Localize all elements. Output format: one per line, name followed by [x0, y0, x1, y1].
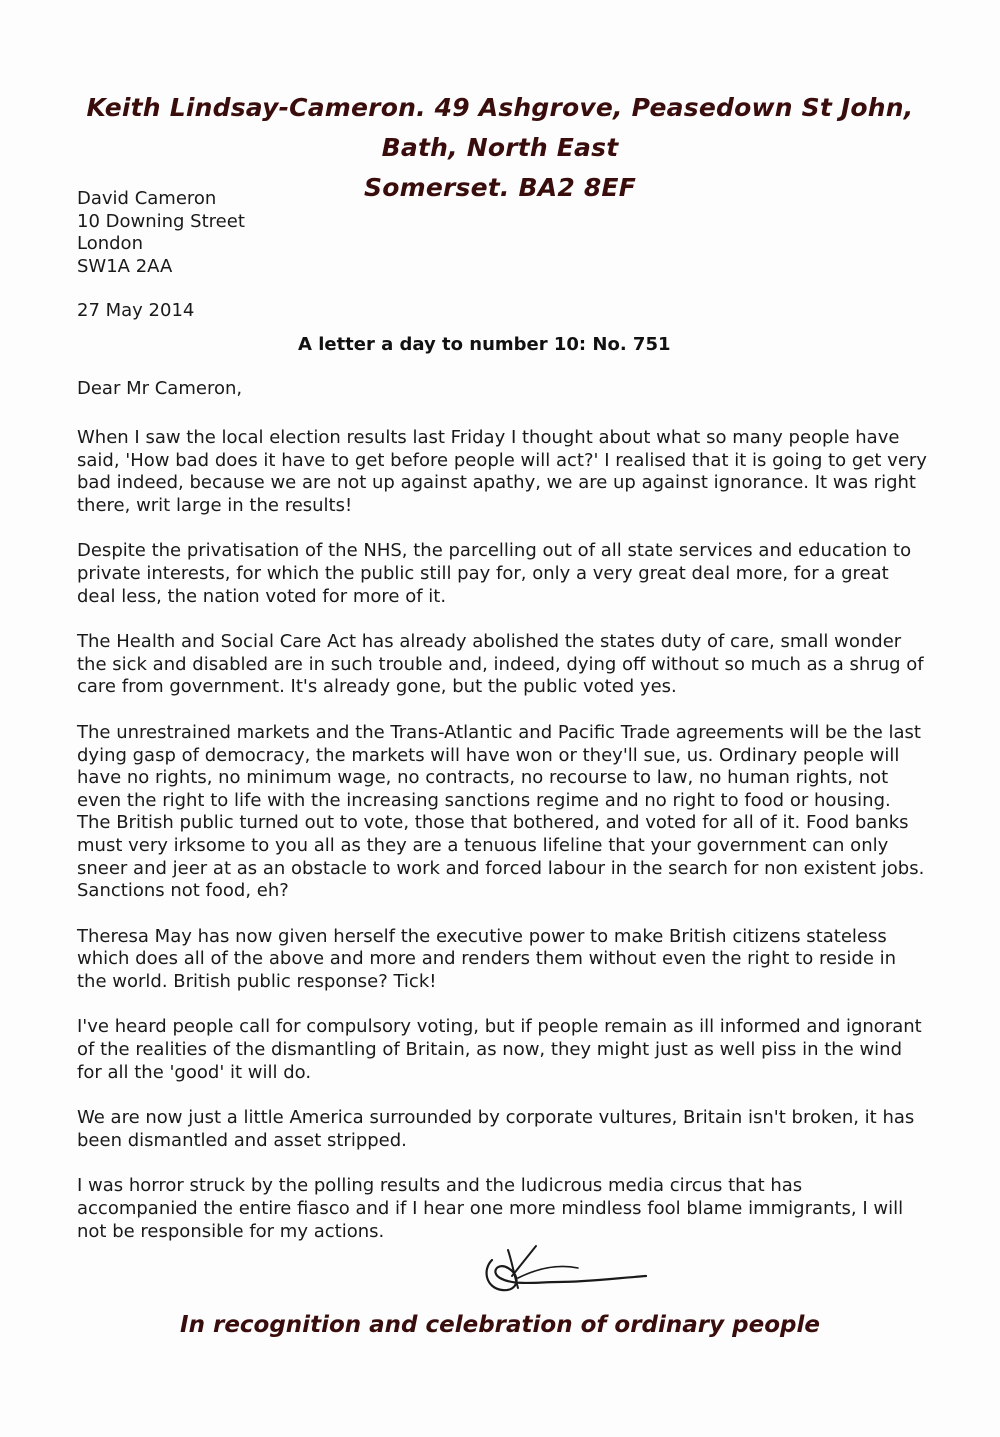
recipient-city: London [77, 233, 143, 255]
paragraph: Despite the privatisation of the NHS, the parcelling out of all state services and education to private interests, for which the public still pay for, only a very great deal more, for a great deal less, the nation voted for more of it. [77, 540, 912, 607]
letter-date: 27 May 2014 [77, 300, 195, 322]
paragraph: The unrestrained markets and the Trans-Atlantic and Pacific Trade agreements will be the last dying gasp of democracy, the markets will have won or they'll sue, us. Ordinary people will have no rights, no minimum wage, no contracts, no recourse to law, no human rights, not even the right to life with the increasing sanctions regime and no right to food or housing. The British public turned out to vote, those that bothered, and voted for all of it. Food banks must very irksome to you all as they are a tenuous lifeline that your government can only sneer and jeer at as an obstacle to work and forced labour in the search for non existent jobs. Sanctions not food, eh? [77, 721, 925, 902]
recipient-street: 10 Downing Street [77, 210, 245, 232]
letterhead-line-1: Keith Lindsay-Cameron. 49 Ashgrove, Peasedown St John, Bath, North East [86, 93, 914, 162]
recipient-address [77, 188, 937, 278]
paragraph: We are now just a little America surrounded by corporate vultures, Britain isn't broken, it has been dismantled and asset stripped. [77, 1107, 915, 1151]
paragraph: When I saw the local election results last Friday I thought about what so many people have said, 'How bad does it have to get before people will act?' I realised that it is going to get very bad indeed, because we are not up against apathy, we are up against ignorance. It was right there, writ large in the results! [77, 427, 927, 516]
salutation: Dear Mr Cameron, [77, 378, 243, 399]
paragraph: I've heard people call for compulsory voting, but if people remain as ill informed and ignorant of the realities of the dismantling of Britain, as now, they might just as well piss in the wind for all the 'good' it will do. [77, 1016, 922, 1083]
letter-body [77, 427, 927, 1266]
recipient-block [77, 188, 937, 323]
paragraph: I was horror struck by the polling results and the ludicrous media circus that has accompanied the entire fiasco and if I hear one more mindless fool blame immigrants, I will not be responsible for my actions. [77, 1175, 904, 1242]
paragraph: The Health and Social Care Act has already abolished the states duty of care, small wonder the sick and disabled are in such trouble and, indeed, dying off without so much as a shrug of care from government. It's already gone, but the public voted yes. [77, 631, 924, 698]
handwritten-signature [478, 1238, 653, 1298]
letterhead-line-2: Somerset. BA2 8EF [364, 173, 636, 202]
footer-motto: In recognition and celebration of ordinary people [180, 1312, 820, 1338]
paragraph: Theresa May has now given herself the executive power to make British citizens stateless which does all of the above and more and renders them without even the right to reside in the world. British public response? Tick! [77, 925, 897, 992]
recipient-name: David Cameron [77, 188, 217, 209]
letter-subject: A letter a day to number 10: No. 751 [298, 334, 671, 355]
recipient-postcode: SW1A 2AA [77, 255, 173, 277]
